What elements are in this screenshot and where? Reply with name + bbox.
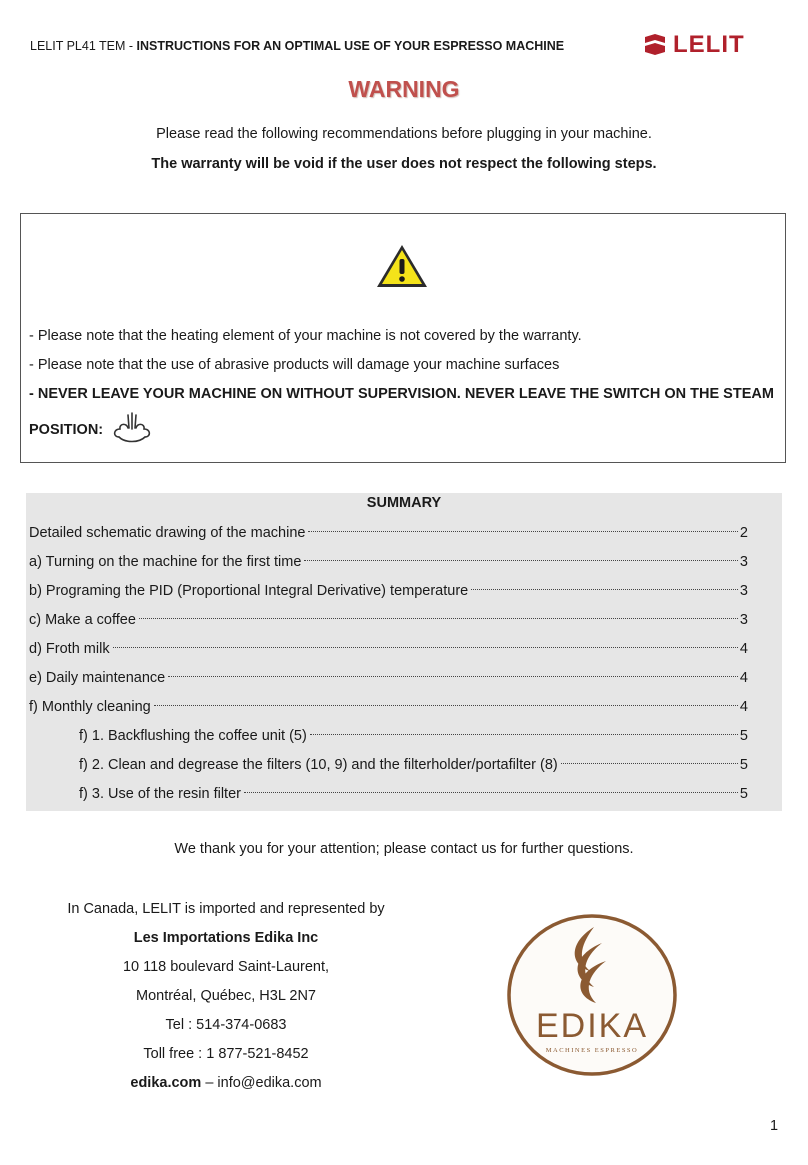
steam-position-label: POSITION: [29,422,104,438]
toc-entry-label: f) 3. Use of the resin filter [79,786,241,802]
toc-entry-label: f) 1. Backflushing the coffee unit (5) [79,728,307,744]
toc-dot-leader [561,763,738,764]
warning-line-3: - NEVER LEAVE YOUR MACHINE ON WITHOUT SUPERVISION. NEVER LEAVE THE SWITCH ON THE STEAM [29,386,774,402]
toc-dot-leader [471,589,738,590]
toc-entry-label: c) Make a coffee [29,612,136,628]
toc-entry-label: e) Daily maintenance [29,670,166,686]
toc-entry-page: 3 [739,583,748,599]
warranty-note: The warranty will be void if the user does not respect the following steps. [151,156,657,172]
toc-entry [29,693,748,722]
toc-subentry [29,722,748,751]
toc-entry [29,577,748,606]
edika-logo-icon [506,913,678,1077]
toc-dot-leader [113,647,738,648]
toc-entry-page: 5 [739,757,748,773]
toc-entry-page: 5 [739,728,748,744]
table-of-contents [29,519,748,809]
warning-title: WARNING [348,76,460,102]
contact-intro: In Canada, LELIT is imported and represented by [67,901,385,917]
toc-entry-page: 5 [739,786,748,802]
toll-free-phone: Toll free : 1 877-521-8452 [143,1046,309,1062]
toc-entry [29,606,748,635]
toc-entry-label: b) Programing the PID (Proportional Integral Derivative) temperature [29,583,469,599]
address-line-1: 10 118 boulevard Saint-Laurent, [122,959,330,975]
toc-entry-label: f) 2. Clean and degrease the filters (10, 9) and the filterholder/portafilter (8) [79,757,558,773]
warning-triangle-icon [375,243,429,289]
toc-entry-page: 4 [739,699,748,715]
toc-subentry [29,751,748,780]
toc-entry [29,635,748,664]
header-title: INSTRUCTIONS FOR AN OPTIMAL USE OF YOUR ESPRESSO MACHINE [136,39,565,53]
toc-dot-leader [154,705,738,706]
steam-icon [111,409,153,445]
toc-dot-leader [168,676,738,677]
toc-dot-leader [308,531,737,532]
address-line-2: Montréal, Québec, H3L 2N7 [135,988,316,1004]
toc-subentry [29,780,748,809]
edika-logo-tagline: MACHINES ESPRESSO [545,1047,639,1054]
toc-entry-page: 4 [739,670,748,686]
toc-entry-page: 2 [739,525,748,541]
lelit-logo-text: LELIT [673,31,745,58]
phone: Tel : 514-374-0683 [165,1017,287,1033]
toc-entry-label: Detailed schematic drawing of the machine [29,525,306,541]
toc-dot-leader [304,560,738,561]
warning-intro: Please read the following recommendations before plugging in your machine. [156,126,652,142]
toc-entry-page: 4 [739,641,748,657]
toc-entry [29,519,748,548]
web-email-line [46,1072,406,1101]
toc-entry-label: f) Monthly cleaning [29,699,151,715]
thanks-note: We thank you for your attention; please contact us for further questions. [174,841,634,857]
toc-entry-page: 3 [739,612,748,628]
company-name: Les Importations Edika Inc [133,930,319,946]
contact-block [46,898,406,1101]
lelit-logo [643,30,773,60]
page-number: 1 [770,1118,779,1134]
header-prefix: LELIT PL41 TEM - [30,39,137,53]
toc-dot-leader [310,734,738,735]
warning-line-1: - Please note that the heating element of your machine is not covered by the warranty. [29,328,582,344]
email-link[interactable]: – info@edika.com [201,1075,322,1091]
warning-line-2: - Please note that the use of abrasive products will damage your machine surfaces [29,357,560,373]
lelit-logo-icon [643,33,667,57]
toc-dot-leader [139,618,738,619]
summary-title: SUMMARY [366,495,442,511]
toc-entry-page: 3 [739,554,748,570]
warning-line-4 [29,415,153,445]
document-header [30,39,564,53]
toc-entry-label: d) Froth milk [29,641,110,657]
toc-entry [29,664,748,693]
toc-entry-label: a) Turning on the machine for the first time [29,554,302,570]
toc-dot-leader [244,792,738,793]
website-link[interactable]: edika.com [130,1075,202,1091]
edika-logo-name: EDIKA [535,1007,649,1045]
toc-entry [29,548,748,577]
